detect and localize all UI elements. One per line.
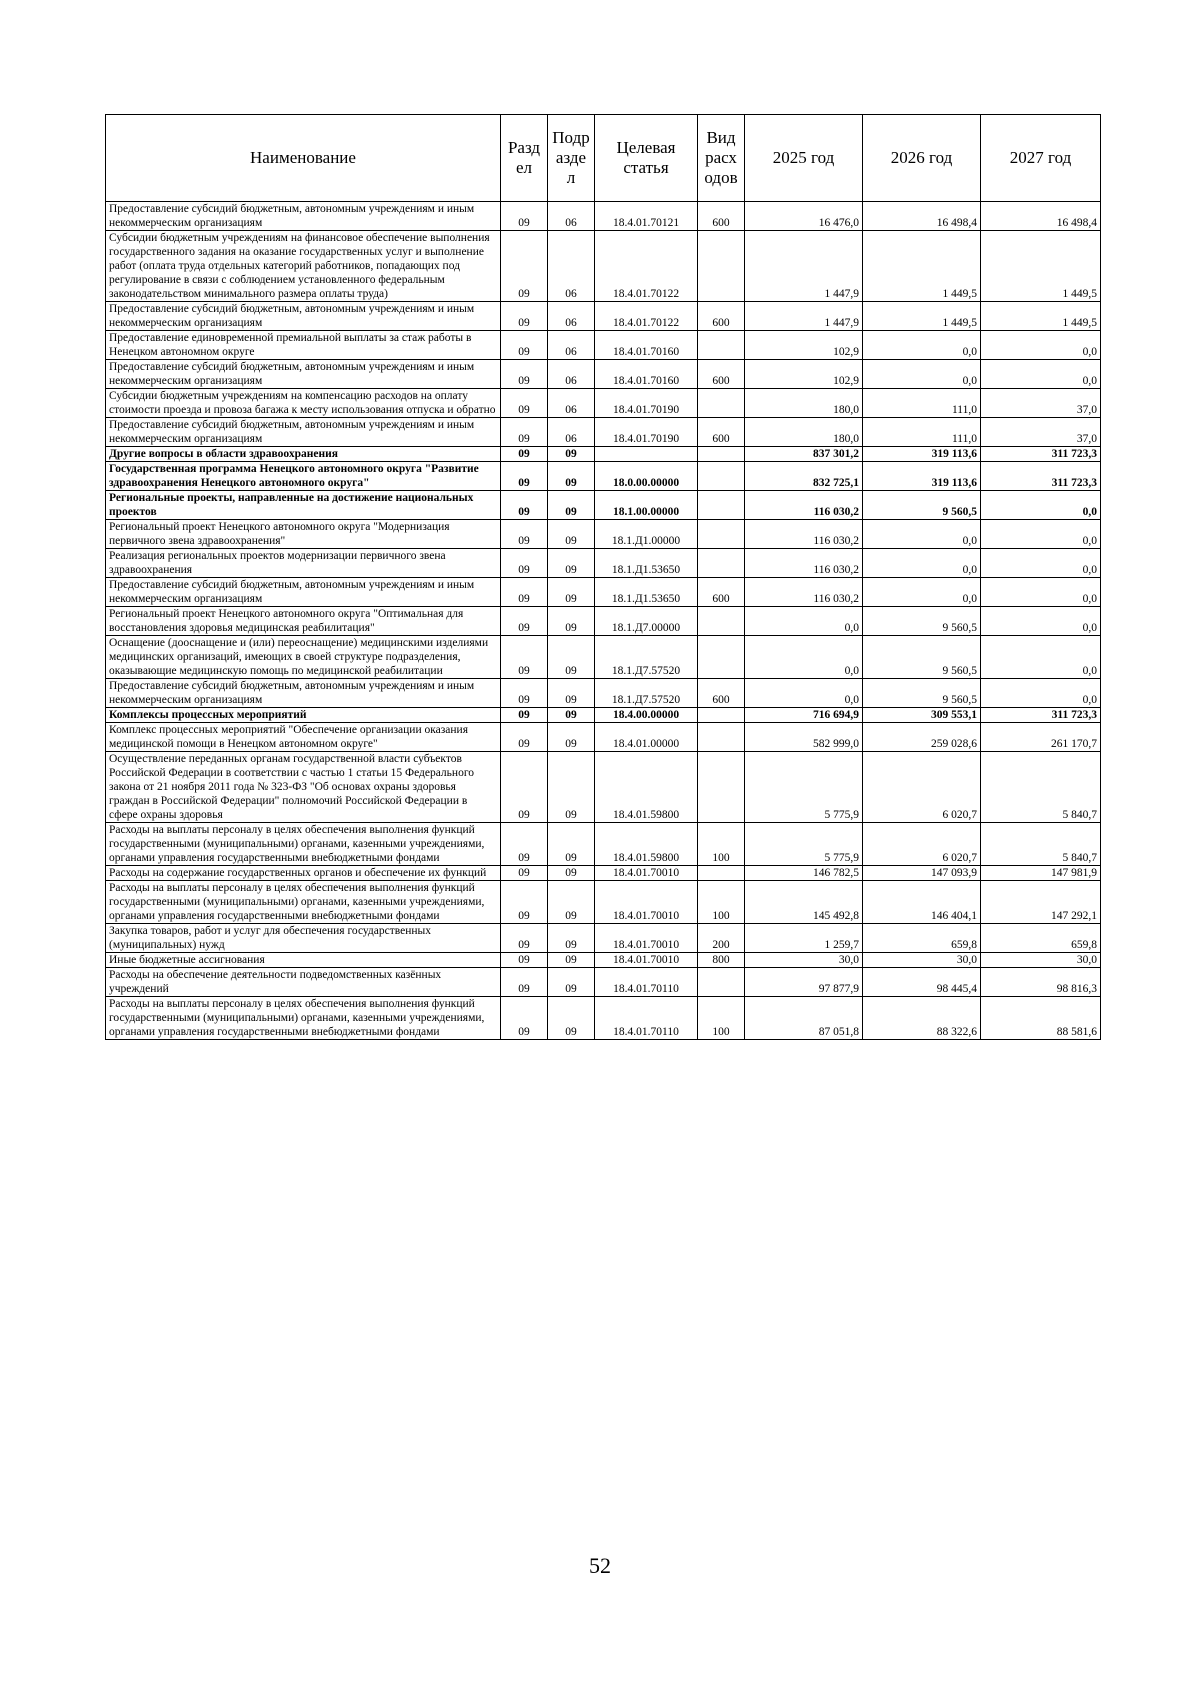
cell-year-2025: 1 259,7: [745, 924, 863, 953]
header-year-2025: 2025 год: [745, 115, 863, 202]
table-row: [106, 607, 1101, 636]
cell-year-2027: 0,0: [981, 331, 1101, 360]
cell-subsection: 06: [548, 389, 595, 418]
table-row: [106, 462, 1101, 491]
cell-name: Иные бюджетные ассигнования: [106, 953, 501, 968]
cell-section: 09: [501, 331, 548, 360]
table-row: [106, 752, 1101, 823]
cell-year-2026: 9 560,5: [863, 679, 981, 708]
cell-expense-type: 100: [698, 881, 745, 924]
cell-year-2025: 30,0: [745, 953, 863, 968]
table-row: [106, 636, 1101, 679]
cell-year-2026: 319 113,6: [863, 462, 981, 491]
table-row: [106, 708, 1101, 723]
table-row: [106, 968, 1101, 997]
cell-year-2025: 582 999,0: [745, 723, 863, 752]
cell-subsection: 09: [548, 953, 595, 968]
cell-year-2026: 146 404,1: [863, 881, 981, 924]
cell-name: Субсидии бюджетным учреждениям на компенсацию расходов на оплату стоимости проезда и провоза багажа к месту использования отпуска и обратно: [106, 389, 501, 418]
cell-expense-type: [698, 331, 745, 360]
budget-table: [105, 114, 1101, 1040]
cell-year-2026: 1 449,5: [863, 302, 981, 331]
cell-year-2026: 98 445,4: [863, 968, 981, 997]
table-row: [106, 331, 1101, 360]
cell-section: 09: [501, 968, 548, 997]
cell-year-2027: 311 723,3: [981, 708, 1101, 723]
table-row: [106, 360, 1101, 389]
cell-year-2027: 0,0: [981, 549, 1101, 578]
cell-subsection: 09: [548, 607, 595, 636]
cell-target-article: 18.4.01.70190: [595, 389, 698, 418]
cell-year-2027: 1 449,5: [981, 302, 1101, 331]
cell-section: 09: [501, 924, 548, 953]
cell-year-2027: 5 840,7: [981, 752, 1101, 823]
cell-year-2026: 111,0: [863, 418, 981, 447]
cell-year-2025: 116 030,2: [745, 520, 863, 549]
table-row: [106, 389, 1101, 418]
cell-section: 09: [501, 462, 548, 491]
cell-section: 09: [501, 302, 548, 331]
cell-year-2027: 1 449,5: [981, 231, 1101, 302]
cell-section: 09: [501, 520, 548, 549]
cell-expense-type: 100: [698, 823, 745, 866]
cell-subsection: 09: [548, 823, 595, 866]
cell-target-article: 18.4.01.70121: [595, 202, 698, 231]
cell-name: Другие вопросы в области здравоохранения: [106, 447, 501, 462]
cell-year-2025: 180,0: [745, 389, 863, 418]
cell-name: Комплекс процессных мероприятий "Обеспечение организации оказания медицинской помощи в Ненецком автономном округе": [106, 723, 501, 752]
table-row: [106, 679, 1101, 708]
cell-target-article: 18.4.01.70122: [595, 231, 698, 302]
cell-target-article: 18.4.01.59800: [595, 823, 698, 866]
cell-name: Реализация региональных проектов модернизации первичного звена здравоохранения: [106, 549, 501, 578]
cell-subsection: 06: [548, 231, 595, 302]
cell-year-2026: 0,0: [863, 578, 981, 607]
cell-expense-type: [698, 231, 745, 302]
cell-subsection: 09: [548, 924, 595, 953]
cell-year-2027: 659,8: [981, 924, 1101, 953]
cell-name: Закупка товаров, работ и услуг для обеспечения государственных (муниципальных) нужд: [106, 924, 501, 953]
cell-year-2026: 111,0: [863, 389, 981, 418]
table-row: [106, 823, 1101, 866]
cell-year-2025: 116 030,2: [745, 578, 863, 607]
cell-year-2025: 180,0: [745, 418, 863, 447]
cell-subsection: 09: [548, 679, 595, 708]
cell-year-2026: 309 553,1: [863, 708, 981, 723]
cell-subsection: 09: [548, 752, 595, 823]
cell-year-2026: 16 498,4: [863, 202, 981, 231]
cell-year-2026: 9 560,5: [863, 607, 981, 636]
cell-target-article: 18.4.01.00000: [595, 723, 698, 752]
cell-year-2027: 37,0: [981, 418, 1101, 447]
table-row: [106, 418, 1101, 447]
cell-subsection: 09: [548, 578, 595, 607]
cell-name: Региональные проекты, направленные на достижение национальных проектов: [106, 491, 501, 520]
table-row: [106, 881, 1101, 924]
header-expense-type: Вид расх одов: [698, 115, 745, 202]
cell-name: Предоставление субсидий бюджетным, автономным учреждениям и иным некоммерческим организациям: [106, 202, 501, 231]
cell-expense-type: [698, 491, 745, 520]
cell-name: Предоставление единовременной премиальной выплаты за стаж работы в Ненецком автономном округе: [106, 331, 501, 360]
cell-subsection: 09: [548, 866, 595, 881]
cell-name: Региональный проект Ненецкого автономного округа "Модернизация первичного звена здравоохранения": [106, 520, 501, 549]
cell-expense-type: [698, 968, 745, 997]
cell-year-2026: 6 020,7: [863, 823, 981, 866]
cell-name: Осуществление переданных органам государственной власти субъектов Российской Федерации в соответствии с частью 1 статьи 15 Федерального закона от 21 ноября 2011 года № 323-ФЗ "Об основах охраны здоровья граждан в Российской Федерации" полномочий Российской Федерации в сфере охраны здоровья: [106, 752, 501, 823]
cell-target-article: 18.1.Д7.57520: [595, 636, 698, 679]
cell-target-article: [595, 447, 698, 462]
header-year-2027: 2027 год: [981, 115, 1101, 202]
cell-name: Субсидии бюджетным учреждениям на финансовое обеспечение выполнения государственного задания на оказание государственных услуг и выполнение работ (оплата труда отдельных категорий работников, попадающих под регулирование в связи с соблюдением установленного федеральным законодательством минимального размера оплаты труда): [106, 231, 501, 302]
cell-subsection: 06: [548, 331, 595, 360]
cell-name: Расходы на выплаты персоналу в целях обеспечения выполнения функций государственными (муниципальными) органами, казенными учреждениями, органами управления государственными внебюджетными фондами: [106, 823, 501, 866]
cell-expense-type: 600: [698, 578, 745, 607]
cell-year-2026: 9 560,5: [863, 636, 981, 679]
cell-section: 09: [501, 549, 548, 578]
cell-subsection: 06: [548, 418, 595, 447]
cell-section: 09: [501, 360, 548, 389]
cell-year-2025: 116 030,2: [745, 491, 863, 520]
cell-year-2025: 832 725,1: [745, 462, 863, 491]
cell-target-article: 18.1.Д1.53650: [595, 578, 698, 607]
cell-target-article: 18.1.Д7.57520: [595, 679, 698, 708]
cell-year-2025: 146 782,5: [745, 866, 863, 881]
cell-expense-type: 800: [698, 953, 745, 968]
cell-name: Предоставление субсидий бюджетным, автономным учреждениям и иным некоммерческим организациям: [106, 360, 501, 389]
cell-expense-type: 600: [698, 360, 745, 389]
cell-section: 09: [501, 752, 548, 823]
cell-target-article: 18.1.Д7.00000: [595, 607, 698, 636]
cell-expense-type: [698, 447, 745, 462]
header-section: Разд ел: [501, 115, 548, 202]
table-row: [106, 578, 1101, 607]
cell-name: Предоставление субсидий бюджетным, автономным учреждениям и иным некоммерческим организациям: [106, 679, 501, 708]
cell-year-2026: 6 020,7: [863, 752, 981, 823]
cell-target-article: 18.4.01.70110: [595, 968, 698, 997]
cell-name: Комплексы процессных мероприятий: [106, 708, 501, 723]
table-row: [106, 202, 1101, 231]
cell-target-article: 18.4.01.59800: [595, 752, 698, 823]
cell-expense-type: 200: [698, 924, 745, 953]
cell-section: 09: [501, 418, 548, 447]
cell-year-2027: 16 498,4: [981, 202, 1101, 231]
cell-subsection: 06: [548, 202, 595, 231]
cell-year-2025: 0,0: [745, 636, 863, 679]
table-header-row: [106, 115, 1101, 202]
table-row: [106, 723, 1101, 752]
cell-section: 09: [501, 953, 548, 968]
cell-year-2025: 716 694,9: [745, 708, 863, 723]
cell-section: 09: [501, 823, 548, 866]
cell-year-2027: 0,0: [981, 578, 1101, 607]
cell-year-2025: 1 447,9: [745, 302, 863, 331]
cell-section: 09: [501, 636, 548, 679]
cell-year-2025: 837 301,2: [745, 447, 863, 462]
cell-target-article: 18.0.00.00000: [595, 462, 698, 491]
cell-year-2027: 261 170,7: [981, 723, 1101, 752]
cell-expense-type: 600: [698, 679, 745, 708]
cell-year-2026: 0,0: [863, 360, 981, 389]
cell-subsection: 09: [548, 549, 595, 578]
cell-target-article: 18.4.01.70160: [595, 360, 698, 389]
cell-year-2026: 147 093,9: [863, 866, 981, 881]
table-row: [106, 953, 1101, 968]
cell-name: Расходы на выплаты персоналу в целях обеспечения выполнения функций государственными (муниципальными) органами, казенными учреждениями, органами управления государственными внебюджетными фондами: [106, 881, 501, 924]
cell-year-2025: 16 476,0: [745, 202, 863, 231]
cell-target-article: 18.4.01.70010: [595, 881, 698, 924]
cell-year-2027: 0,0: [981, 607, 1101, 636]
cell-target-article: 18.1.00.00000: [595, 491, 698, 520]
cell-year-2027: 311 723,3: [981, 462, 1101, 491]
cell-section: 09: [501, 866, 548, 881]
cell-expense-type: [698, 723, 745, 752]
table-row: [106, 302, 1101, 331]
cell-section: 09: [501, 578, 548, 607]
cell-year-2025: 1 447,9: [745, 231, 863, 302]
cell-subsection: 09: [548, 968, 595, 997]
cell-year-2025: 116 030,2: [745, 549, 863, 578]
cell-name: Расходы на содержание государственных органов и обеспечение их функций: [106, 866, 501, 881]
table-row: [106, 447, 1101, 462]
cell-year-2027: 0,0: [981, 520, 1101, 549]
cell-subsection: 09: [548, 520, 595, 549]
cell-year-2027: 5 840,7: [981, 823, 1101, 866]
cell-target-article: 18.4.00.00000: [595, 708, 698, 723]
cell-subsection: 09: [548, 636, 595, 679]
cell-subsection: 06: [548, 360, 595, 389]
cell-target-article: 18.4.01.70010: [595, 953, 698, 968]
cell-year-2027: 0,0: [981, 636, 1101, 679]
cell-expense-type: [698, 462, 745, 491]
cell-year-2027: 37,0: [981, 389, 1101, 418]
cell-expense-type: [698, 866, 745, 881]
cell-target-article: 18.4.01.70122: [595, 302, 698, 331]
cell-subsection: 09: [548, 462, 595, 491]
cell-year-2025: 87 051,8: [745, 997, 863, 1040]
cell-expense-type: [698, 607, 745, 636]
cell-subsection: 09: [548, 881, 595, 924]
cell-name: Расходы на обеспечение деятельности подведомственных казённых учреждений: [106, 968, 501, 997]
cell-year-2026: 659,8: [863, 924, 981, 953]
cell-target-article: 18.4.01.70010: [595, 866, 698, 881]
cell-subsection: 06: [548, 302, 595, 331]
cell-year-2026: 88 322,6: [863, 997, 981, 1040]
cell-subsection: 09: [548, 447, 595, 462]
cell-section: 09: [501, 708, 548, 723]
cell-subsection: 09: [548, 997, 595, 1040]
cell-name: Государственная программа Ненецкого автономного округа "Развитие здравоохранения Ненецкого автономного округа": [106, 462, 501, 491]
cell-expense-type: 600: [698, 418, 745, 447]
cell-year-2027: 88 581,6: [981, 997, 1101, 1040]
cell-name: Оснащение (дооснащение и (или) переоснащение) медицинскими изделиями медицинских организаций, имеющих в своей структуре подразделения, оказывающие медицинскую помощь по медицинской реабилитации: [106, 636, 501, 679]
cell-expense-type: 600: [698, 202, 745, 231]
cell-subsection: 09: [548, 723, 595, 752]
cell-section: 09: [501, 447, 548, 462]
cell-target-article: 18.1.Д1.00000: [595, 520, 698, 549]
cell-year-2025: 5 775,9: [745, 752, 863, 823]
cell-section: 09: [501, 679, 548, 708]
cell-year-2027: 0,0: [981, 679, 1101, 708]
cell-name: Расходы на выплаты персоналу в целях обеспечения выполнения функций государственными (муниципальными) органами, казенными учреждениями, органами управления государственными внебюджетными фондами: [106, 997, 501, 1040]
cell-year-2027: 0,0: [981, 360, 1101, 389]
cell-year-2025: 0,0: [745, 679, 863, 708]
cell-section: 09: [501, 231, 548, 302]
table-row: [106, 997, 1101, 1040]
cell-section: 09: [501, 881, 548, 924]
cell-expense-type: 600: [698, 302, 745, 331]
cell-year-2027: 98 816,3: [981, 968, 1101, 997]
cell-subsection: 09: [548, 708, 595, 723]
cell-year-2027: 147 981,9: [981, 866, 1101, 881]
header-year-2026: 2026 год: [863, 115, 981, 202]
cell-expense-type: [698, 636, 745, 679]
cell-year-2026: 319 113,6: [863, 447, 981, 462]
table-row: [106, 924, 1101, 953]
cell-name: Предоставление субсидий бюджетным, автономным учреждениям и иным некоммерческим организациям: [106, 578, 501, 607]
cell-name: Предоставление субсидий бюджетным, автономным учреждениям и иным некоммерческим организациям: [106, 418, 501, 447]
cell-section: 09: [501, 723, 548, 752]
header-subsection: Подр азде л: [548, 115, 595, 202]
cell-target-article: 18.4.01.70110: [595, 997, 698, 1040]
cell-year-2025: 145 492,8: [745, 881, 863, 924]
cell-year-2026: 0,0: [863, 549, 981, 578]
cell-subsection: 09: [548, 491, 595, 520]
cell-expense-type: [698, 520, 745, 549]
cell-year-2026: 0,0: [863, 331, 981, 360]
cell-year-2025: 102,9: [745, 360, 863, 389]
cell-expense-type: 100: [698, 997, 745, 1040]
table-row: [106, 231, 1101, 302]
cell-target-article: 18.4.01.70010: [595, 924, 698, 953]
cell-year-2027: 147 292,1: [981, 881, 1101, 924]
table-row: [106, 549, 1101, 578]
cell-year-2027: 30,0: [981, 953, 1101, 968]
table-row: [106, 866, 1101, 881]
cell-year-2025: 5 775,9: [745, 823, 863, 866]
cell-expense-type: [698, 708, 745, 723]
cell-year-2027: 0,0: [981, 491, 1101, 520]
cell-expense-type: [698, 549, 745, 578]
cell-year-2027: 311 723,3: [981, 447, 1101, 462]
table-row: [106, 520, 1101, 549]
cell-name: Региональный проект Ненецкого автономного округа "Оптимальная для восстановления здоровья медицинская реабилитация": [106, 607, 501, 636]
cell-expense-type: [698, 389, 745, 418]
cell-section: 09: [501, 491, 548, 520]
page-number: 52: [589, 1553, 611, 1578]
cell-year-2026: 259 028,6: [863, 723, 981, 752]
cell-year-2026: 9 560,5: [863, 491, 981, 520]
cell-year-2025: 102,9: [745, 331, 863, 360]
cell-year-2025: 0,0: [745, 607, 863, 636]
cell-year-2025: 97 877,9: [745, 968, 863, 997]
cell-section: 09: [501, 607, 548, 636]
header-name: Наименование: [106, 115, 501, 202]
cell-year-2026: 1 449,5: [863, 231, 981, 302]
table-row: [106, 491, 1101, 520]
header-target-article: Целевая статья: [595, 115, 698, 202]
cell-target-article: 18.1.Д1.53650: [595, 549, 698, 578]
cell-section: 09: [501, 997, 548, 1040]
cell-section: 09: [501, 389, 548, 418]
cell-year-2026: 30,0: [863, 953, 981, 968]
cell-target-article: 18.4.01.70160: [595, 331, 698, 360]
cell-name: Предоставление субсидий бюджетным, автономным учреждениям и иным некоммерческим организациям: [106, 302, 501, 331]
cell-year-2026: 0,0: [863, 520, 981, 549]
cell-section: 09: [501, 202, 548, 231]
cell-expense-type: [698, 752, 745, 823]
cell-target-article: 18.4.01.70190: [595, 418, 698, 447]
